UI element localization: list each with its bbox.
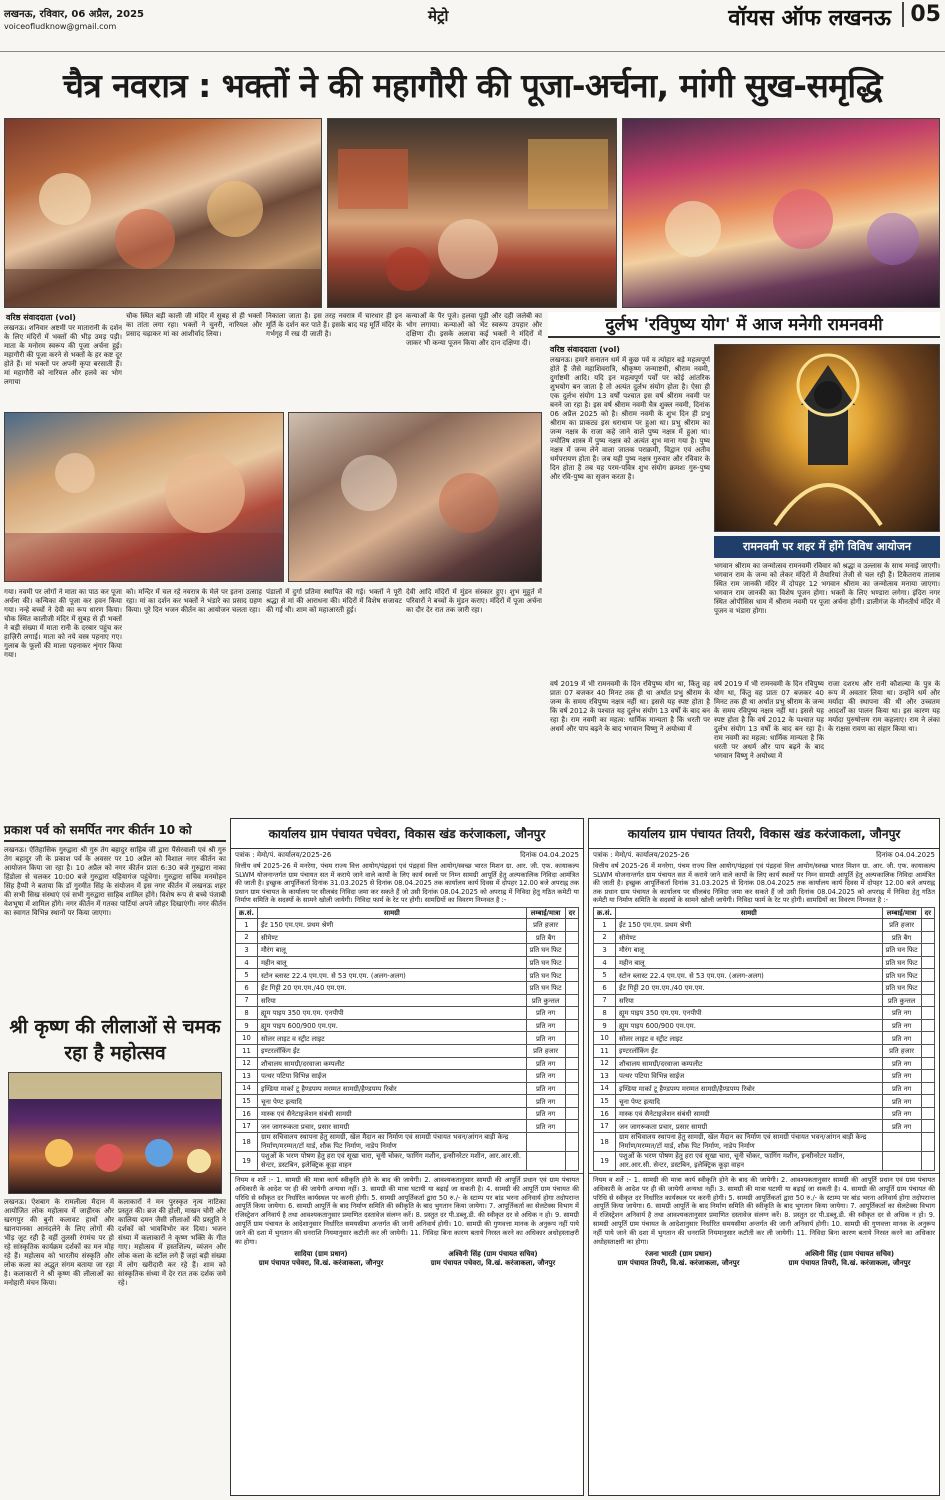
cell-rate xyxy=(565,1152,578,1171)
cell-unit: प्रति नग xyxy=(526,1107,565,1120)
table-row xyxy=(236,956,579,969)
cell-sno: 3 xyxy=(594,944,616,957)
cell-rate xyxy=(921,944,934,957)
ram-col-2: वर्ष 2019 में भी रामनवमी के दिन रविपुष्य योग था, किंतु वह प्रातः 07 बजकर 40 मिनट तक ही था अर्थात प्रभु श्रीराम के जन्म के समय रविपुष्य नक्षत्र नहीं था। इससे यह स्पष्ट होता है कि वर्ष 2012 के पश्चात यह दुर्लभ संयोग 13 वर्षों के बाद बन रहा है। राम नवमी का महत्व: धार्मिक मान्यता है कि धरती पर अधर्म और पाप बढ़ने के बाद भगवान विष्णु ने अयोध्या में xyxy=(714,680,824,760)
cell-rate xyxy=(921,1120,934,1133)
table-row xyxy=(236,969,579,982)
photo-market-crowd xyxy=(327,118,617,308)
cell-item: पशुओं के भरण पोषण हेतु हरा एवं सूखा चारा, चूनी चोकर, फागिंग मशीन, इन्सीनरेटर मशीन, आर.आर.सी. सेन्टर, डस्टबिन, इलेक्ट्रिक कूड़ा वाहन xyxy=(257,1152,526,1171)
lead-col-5: गया। नवमी पर लोगों ने माता का पाठ कर पूजा अर्चना की। कन्यिका की पूजा कर हवन किया गया। नन्हे बच्चों ने देवी का रूप धारण किया। चौक स्थित कालीजी मंदिर में सुबह से ही भक्तों ने बड़ी संख्या में माता रानी के दरबार पहुंच कर हाज़िरी लगाई। माता को नये वस्त्र पहनाए गए। गुलाब के फूलों की माला पहनाकर शृंगार किया गया। xyxy=(4,588,122,659)
lead-byline: वरिष्ठ संवाददाता (vol) xyxy=(6,313,76,322)
table-row xyxy=(236,931,579,944)
cell-rate xyxy=(565,956,578,969)
email: voiceofludknow@gmail.com xyxy=(4,22,117,31)
cell-item: पत्थर पटिया विभिन्न साईज xyxy=(615,1070,882,1083)
cell-unit xyxy=(526,1133,565,1152)
cell-item: ह्यूम पाइप 350 एम.एम. एनपीपी xyxy=(257,1007,526,1020)
cell-item: ईंट 150 एम.एम. प्रथम श्रेणी xyxy=(257,918,526,931)
cell-sno: 16 xyxy=(594,1107,616,1120)
photo-market-art xyxy=(328,119,617,308)
table-row xyxy=(236,994,579,1007)
sig-right-place: ग्राम पंचायत तियरी, वि.खं. करंजाकला, जौनपुर xyxy=(788,1259,911,1268)
cell-unit: प्रति नग xyxy=(882,1095,921,1108)
cell-unit: प्रति नग xyxy=(526,1019,565,1032)
cell-item: ईंट 150 एम.एम. प्रथम श्रेणी xyxy=(615,918,882,931)
cell-sno: 5 xyxy=(236,969,258,982)
sig-left-place: ग्राम पंचायत तियरी, वि.खं. करंजाकला, जौनपुर xyxy=(617,1259,740,1268)
table-row xyxy=(236,944,579,957)
cell-sno: 5 xyxy=(594,969,616,982)
cell-rate xyxy=(921,1007,934,1020)
cell-unit: प्रति नग xyxy=(882,1120,921,1133)
cell-item: सोलर लाइट व स्ट्रीट लाइट xyxy=(615,1032,882,1045)
cell-item: ह्यूम पाइप 350 एम.एम. एनपीपी xyxy=(615,1007,882,1020)
cell-sno: 8 xyxy=(236,1007,258,1020)
photo-krishna-stage xyxy=(8,1072,222,1194)
cell-unit: प्रति नग xyxy=(526,1007,565,1020)
cell-sno: 3 xyxy=(236,944,258,957)
sig-right: अश्विनी सिंह (ग्राम पंचायत सचिव) xyxy=(448,1250,538,1259)
cell-rate xyxy=(565,931,578,944)
cell-sno: 14 xyxy=(594,1082,616,1095)
sig-right: अश्विनी सिंह (ग्राम पंचायत सचिव) xyxy=(804,1250,895,1259)
cell-sno: 11 xyxy=(236,1044,258,1057)
ram-col-extra: वर्ष 2019 में भी रामनवमी के दिन रविपुष्य योग था, किंतु वह प्रातः 07 बजकर 40 मिनट तक ही था अर्थात प्रभु श्रीराम के जन्म के समय रविपुष्य नक्षत्र नहीं था। इससे यह स्पष्ट होता है कि वर्ष 2012 के पश्चात यह दुर्लभ संयोग 13 वर्षों के बाद बन रहा है। राम नवमी का महत्व: धार्मिक मान्यता है कि धरती पर अधर्म और पाप बढ़ने के बाद भगवान विष्णु ने अयोध्या में xyxy=(550,680,710,733)
brand-logo: वॉयस ऑफ लखनऊ xyxy=(728,6,891,31)
table-row xyxy=(594,918,935,931)
table-row xyxy=(236,1044,579,1057)
cell-rate xyxy=(565,1019,578,1032)
cell-sno: 10 xyxy=(594,1032,616,1045)
photo-temple-devotees xyxy=(4,118,322,308)
cell-sno: 4 xyxy=(236,956,258,969)
cell-unit: प्रति घन फिट xyxy=(882,969,921,982)
cell-rate xyxy=(921,1133,934,1152)
krishna-col-1: लखनऊ। ऐशबाग के रामलीला मैदान में आयोजित लोक महोत्सव में जाहीरक और खरगपुर की बुनी कलावट हाथों और खानपानका आनंदलेने के लिए लोगों की भीड़ जुट रही है वहीं तुलसी रंगमंच पर हो रहे सांस्कृतिक कार्यक्रम दर्शकों का मन मोह रहे हैं। महोत्सव को भारतीय संस्कृति और लोक कला का अद्भुत संगम बताया जा रहा है। कलाकारों ने श्री कृष्ण की लीलाओं का मनोहारी मंचन किया। xyxy=(4,1198,114,1287)
cell-unit: प्रति घन फिट xyxy=(526,944,565,957)
notice-date: दिनांक 04.04.2025 xyxy=(520,851,579,859)
materials-table xyxy=(235,907,579,1171)
table-row xyxy=(236,1082,579,1095)
cell-sno: 14 xyxy=(236,1082,258,1095)
cell-unit: प्रति कुन्तल xyxy=(882,994,921,1007)
notice-date: दिनांक 04.04.2025 xyxy=(876,851,935,859)
cell-sno: 7 xyxy=(594,994,616,1007)
cell-rate xyxy=(565,1057,578,1070)
sig-left: रंजना भारती (ग्राम प्रधान) xyxy=(645,1250,712,1259)
photo-havan xyxy=(288,412,542,582)
cell-item: मास्क एवं सैनेटाइजेशन संबंधी सामग्री xyxy=(615,1107,882,1120)
table-row xyxy=(594,994,935,1007)
lead-col-2: चौक स्थित बड़ी काली जी मंदिर में सुबह से ही भक्तों का तांता लगा रहा। भक्तों ने चुनरी, नारियल और प्रसाद चढ़ाकर मां का आशीर्वाद लिया। xyxy=(126,312,262,338)
cell-rate xyxy=(565,1007,578,1020)
cell-sno: 1 xyxy=(594,918,616,931)
cell-item: सीमेण्ट xyxy=(615,931,882,944)
lead-col-1: लखनऊ। शनिवार अष्टमी पर मातारानी के दर्शन के लिए मंदिरों में भक्तों की भीड़ उमड़ पड़ी। माता के मनोरम स्वरूप की पूजा अर्चना हुई। महागौरी की पूजा करने से भक्तों के हर कष्ट दूर होते हैं। मां भक्तों पर अपनी कृपा बरसाती हैं। मां महागौरी को नारियल और हलवे का भोग लगाया xyxy=(4,324,122,386)
cell-rate xyxy=(921,918,934,931)
ram-idol-icon xyxy=(715,345,940,532)
table-row xyxy=(236,918,579,931)
table-row xyxy=(594,1057,935,1070)
cell-sno: 19 xyxy=(236,1152,258,1171)
table-row xyxy=(236,981,579,994)
cell-unit: प्रति नग xyxy=(526,1032,565,1045)
cell-rate xyxy=(921,1082,934,1095)
table-row xyxy=(594,969,935,982)
cell-rate xyxy=(921,969,934,982)
table-row xyxy=(594,944,935,957)
ram-sub-body: भगवान श्रीराम का जन्मोत्सव रामनवमी रविवार को श्रद्धा व उल्लास के साथ मनाई जाएगी। भगवान राम के जन्म को लेकर मंदिरों में तैयारियां तेजी से चल रही हैं। टिकैतराय तालाब स्थित राम जानकी मंदिर में दोपहर 12 भगवान श्रीराम का जन्मोत्सव मनाया जाएगा। भगवान राम जानकी का विशेष पूजन होगा। भक्तों के लिए भण्डारा लगेगा। इंदिरा नगर स्थित ओपीसिस धाम में श्रीराम नवमी पर पूजा अर्चना होगी। डालीगंज के मौनतीर्थ मंदिर में पूजन व भंडारा होगा। xyxy=(714,562,940,615)
cell-unit: प्रति नग xyxy=(526,1120,565,1133)
masthead xyxy=(0,0,945,52)
cell-sno: 9 xyxy=(236,1019,258,1032)
table-row xyxy=(594,1032,935,1045)
cell-sno: 8 xyxy=(594,1007,616,1020)
cell-sno: 18 xyxy=(236,1133,258,1152)
cell-sno: 12 xyxy=(594,1057,616,1070)
cell-item: पशुओं के भरण पोषण हेतु हरा एवं सूखा चारा, चूनी चोकर, फागिंग मशीन, इन्सीनरेटर मशीन, आर.आर.सी. सेन्टर, डस्टबिन, इलेक्ट्रिक कूड़ा वाहन xyxy=(615,1152,882,1171)
cell-sno: 2 xyxy=(594,931,616,944)
lead-col-8: देवी आदि मंदिरों में मुंडन संस्कार हुए। शुभ मुहूर्त में परिवारों ने बच्चों के मुंडन कराए। मंदिरों में पूजा अर्चना का दौर देर रात तक जारी रहा। xyxy=(406,588,542,614)
cell-sno: 10 xyxy=(236,1032,258,1045)
photo-ram-idol xyxy=(714,344,940,532)
cell-unit: प्रति घन फिट xyxy=(526,981,565,994)
cell-rate xyxy=(921,1107,934,1120)
th-rate: दर xyxy=(565,907,578,918)
th-sno: क्र.सं. xyxy=(236,907,258,918)
cell-unit: प्रति घन फिट xyxy=(882,956,921,969)
cell-item: स्टोन ब्लास्ट 22.4 एम.एम. से 53 एम.एम. (अलग-अलग) xyxy=(615,969,882,982)
table-row xyxy=(236,1120,579,1133)
krishna-title: श्री कृष्ण की लीलाओं से चमक रहा है महोत्सव xyxy=(9,1016,221,1064)
cell-unit xyxy=(526,1152,565,1171)
photo-prayer-art xyxy=(623,119,940,308)
cell-unit: प्रति घन फिट xyxy=(882,981,921,994)
cell-item: ग्राम सचिवालय स्थापना हेतु सामग्री, खेल मैदान का निर्माण एवं सामग्री पंचायत भवन/आंगन बाड़ी केन्द्र निर्माण/मरम्मत/टॉ यार्ड, शौक पिट निर्माण, नाडेप निर्माण xyxy=(615,1133,882,1152)
cell-item: इण्डिया मार्का टू हैण्डपम्प मरम्मत सामग्री/हैण्डपम्प रिबोर xyxy=(257,1082,526,1095)
cell-rate xyxy=(921,931,934,944)
ram-body: लखनऊ। हमारे सनातन धर्म में कुछ पर्व व त्योहार बड़े महत्वपूर्ण होते हैं जैसे महाशिवरात्रि, श्रीकृष्ण जन्माष्टमी, श्रीराम नवमी, दुर्गाष्टमी आदि। यदि इन महत्वपूर्ण पर्वों पर कोई आंतरिक शुभयोग बन जाता है तो अत्यंत दुर्लभ संयोग होता है। ऐसा ही एक दुर्लभ संयोग 13 वर्षों पश्चात इस वर्ष श्रीराम नवमी पर बनने जा रहा है। इस वर्ष श्रीराम नवमी चैत्र शुक्ल नवमी, दिनांक 06 अप्रैल 2025 को है। श्रीराम नवमी के शुभ दिन ही प्रभु श्रीराम का प्राकट्य इस धराधाम पर हुआ था। प्रभु श्रीराम का जन्म नक्षत्र के राजा कहे जाने वाले पुष्य नक्षत्र में हुआ था। ज्योतिष शास्त्र में पुष्य नक्षत्र को अत्यंत शुभ माना गया है। पुष्य नक्षत्र में जन्म लेने वाला जातक पराक्रमी, विद्वान एवं अतीव धर्मपरायण होता है। जब यही पुष्य नक्षत्र गुरुवार और रविवार के दिन होता है तब यह परम-पवित्र शुभ संयोग क्रमशः गुरु-पुष्य और रवि-पुष्य का सृजन करता है। xyxy=(550,356,710,481)
cell-item: जन जागरूकता प्रचार, प्रसार सामग्री xyxy=(615,1120,882,1133)
dateline: लखनऊ, रविवार, 06 अप्रैल, 2025 xyxy=(4,9,145,20)
cell-rate xyxy=(565,1032,578,1045)
notice-title: कार्यालय ग्राम पंचायत तियरी, विकास खंड करंजाकला, जौनपुर xyxy=(589,819,939,849)
notice-ref: पत्रांक : मेमो/पं. कार्यालय/2025-26 xyxy=(235,851,332,859)
ram-sub-col-2: राजा दशरथ और रानी कौशल्या के पुत्र के रूप में अवतार लिया था। उन्होंने धर्म और मर्यादा की स्थापना की थी और उच्चतम आदर्शों का पालन किया था। इस कारण यह मर्यादा पुरुषोत्तम राम कहलाए। राम ने लंका के राक्षस रावण का संहार किया था। xyxy=(828,680,940,733)
table-row xyxy=(594,1044,935,1057)
cell-rate xyxy=(921,1044,934,1057)
sig-right-place: ग्राम पंचायत पचेवरा, वि.खं. करंजाकला, जौनपुर xyxy=(430,1259,556,1268)
table-row xyxy=(236,1007,579,1020)
cell-rate xyxy=(565,1107,578,1120)
cell-unit xyxy=(882,1152,921,1171)
cell-rate xyxy=(921,1095,934,1108)
cell-sno: 4 xyxy=(594,956,616,969)
cell-unit: प्रति घन फिट xyxy=(526,956,565,969)
cell-sno: 6 xyxy=(236,981,258,994)
cell-unit: प्रति नग xyxy=(526,1082,565,1095)
cell-rate xyxy=(565,1082,578,1095)
tender-notice-tiyari xyxy=(588,818,940,1496)
cell-item: ह्यूम पाइप 600/900 एम.एम. xyxy=(615,1019,882,1032)
cell-rate xyxy=(565,918,578,931)
kirtan-title: प्रकाश पर्व को समर्पित नगर कीर्तन 10 को xyxy=(4,818,226,842)
cell-sno: 18 xyxy=(594,1133,616,1152)
cell-unit: प्रति बैग xyxy=(882,931,921,944)
cell-item: मास्क एवं सैनेटाइजेशन संबंधी सामग्री xyxy=(257,1107,526,1120)
materials-table xyxy=(593,907,935,1171)
cell-unit: प्रति हजार xyxy=(882,918,921,931)
th-item: सामग्री xyxy=(257,907,526,918)
lead-col-3: निकाला जाता है। इस तरह नवरात्र में चारधार ही इन मूर्ति के दर्शन कर पाते हैं। इसके बाद यह मूर्ति मंदिर के गर्भगृह में रख दी जाती है। xyxy=(266,312,402,338)
cell-rate xyxy=(921,994,934,1007)
cell-item: इण्टरलॉकिंग ईंट xyxy=(615,1044,882,1057)
cell-rate xyxy=(565,1133,578,1152)
cell-sno: 16 xyxy=(236,1107,258,1120)
cell-rate xyxy=(921,1032,934,1045)
krishna-col-2: कलाकारों ने मन पुरस्कृत नृत्य नाटिका प्रस्तुत की। ब्रज की होली, माखन चोरी और कालिया दमन जैसी लीलाओं की प्रस्तुति ने दर्शकों को भावविभोर कर दिया। भजन संध्या में कलाकारों ने कृष्ण भक्ति के गीत गाए। महोत्सव में हस्तशिल्प, व्यंजन और लोक कला के स्टॉल लगे हैं जहां बड़ी संख्या में लोग खरीदारी कर रहे हैं। शाम को सांस्कृतिक संध्या में देर रात तक दर्शक जमे रहे। xyxy=(118,1198,226,1287)
cell-rate xyxy=(921,1057,934,1070)
photo-kanya-pujan xyxy=(4,412,284,582)
table-row xyxy=(236,1032,579,1045)
th-item: सामग्री xyxy=(615,907,882,918)
lead-col-7: पंडालों में दुर्गा प्रतिमा स्थापित की गई। भक्तों ने पूरी श्रद्धा से मां की आराधना की। मंदिरों में विशेष सजावट की गई थी। शाम को महाआरती हुई। xyxy=(266,588,402,614)
photo-havan-art xyxy=(289,413,542,582)
cell-item: सोलर लाइट व स्ट्रीट लाइट xyxy=(257,1032,526,1045)
table-row xyxy=(594,931,935,944)
th-unit: लम्बाई/मात्रा xyxy=(882,907,921,918)
cell-unit: प्रति घन फिट xyxy=(526,969,565,982)
cell-sno: 19 xyxy=(594,1152,616,1171)
materials-rows xyxy=(236,918,579,1170)
notice-terms: नियम व शर्ते :- 1. सामग्री की मात्रा कार्य स्वीकृति होने के बाद की जायेगी। 2. आवश्यकतानुसार सामग्री की आपूर्ति प्रधान एवं ग्राम पंचायत अधिकारी के आदेश पर ही की जायेगी अन्यथा नहीं। 3. सामग्री की मात्रा घटायी या बढ़ाई जा सकती है। 4. सामग्री की आपूर्ति ग्राम पंचायत की परिधि से स्वीकृत दर निर्धारित कार्यस्थल पर करनी होगी। 5. सामग्री आपूर्तिकर्ता द्वारा 50 रु./- के स्टाम्प पर बांड भरना अनिवार्य होगा तदोपरान्त आपूर्ति किया जायेगा। 6. सामग्री आपूर्ति के बाद निर्माण समिति की स्वीकृति के बाद भुगतान किया जायेगा। 7. आपूर्तिकर्ता का सेलटेक्स विभाग में रजिस्ट्रेशन अनिवार्य है तथा आवश्यकतानुसार प्रमाणित दस्तावेज संलग्न करें। 8. प्रस्तुत दर पी.डब्लू.डी. की स्वीकृत दर से अधिक न हो। 9. सामग्री आपूर्ति ग्राम पंचायत के आदेशानुसार निर्धारित समयसीमा अन्तर्गत की जानी अनिवार्य होगी। 10. सामग्री की गुणवत्ता मानक के अनुरूप नहीं पाये जाने की दशा में भुगतान की धनराशि नियमानुसार कटौती कर ली जायेगी। 11. निविदा बिना कारण बताये निरस्त करने का अधिकार अधोहस्ताक्षरी का होगा। xyxy=(589,1173,939,1248)
cell-unit: प्रति नग xyxy=(526,1070,565,1083)
lead-col-4: कन्याओं के पैर पूजे। हलवा पूड़ी और दही जलेबी का भोग लगाया। कन्याओं को भेंट स्वरूप उपहार और दक्षिणा दी। इसके अलावा कई भक्तों ने मंदिरों में जाकर भी कन्या पूजन किया और दान दक्षिणा दी। xyxy=(406,312,542,347)
lead-headline: चैत्र नवरात्र : भक्तों ने की महागौरी की पूजा-अर्चना, मांगी सुख-समृद्धि xyxy=(63,66,882,105)
th-sno: क्र.सं. xyxy=(594,907,616,918)
cell-rate xyxy=(565,1044,578,1057)
cell-sno: 17 xyxy=(236,1120,258,1133)
cell-item: चूना पेण्ट इत्यादि xyxy=(615,1095,882,1108)
cell-sno: 2 xyxy=(236,931,258,944)
table-row xyxy=(594,1133,935,1152)
cell-sno: 9 xyxy=(594,1019,616,1032)
cell-unit: प्रति हजार xyxy=(882,1044,921,1057)
ram-byline: वरिष्ठ संवाददाता (vol) xyxy=(550,345,620,354)
cell-rate xyxy=(565,944,578,957)
cell-unit: प्रति हजार xyxy=(526,918,565,931)
cell-item: ईंट गिट्टी 20 एम.एम./40 एम.एम. xyxy=(615,981,882,994)
cell-sno: 11 xyxy=(594,1044,616,1057)
cell-sno: 6 xyxy=(594,981,616,994)
kirtan-body: लखनऊ। ऐतिहासिक गुरुद्वारा श्री गुरु तेग बहादुर साहिब जी द्वारा पैंसेरवाली एवं श्री गुरु तेग बहादुर जी के प्रकाश पर्व के अवसर पर 10 अप्रैल को विशाल नगर कीर्तन का आयोजन किया जा रहा है। 10 अप्रैल को नगर कीर्तन प्रातः 6:30 बजे गुरुद्वारा नाका हिंडोला से चलकर 10:00 बजे गुरुद्वारा यहियागंज पहुंचेगा। गुरुद्वारा सचिव मनमोहन सिंह हैप्पी ने बताया कि डॉ गुरमीत सिंह के संयोजन में इस नगर कीर्तन में लखनऊ शहर की सभी सिख संस्थाएं एवं सभी गुरुद्वारा साहिब शामिल होंगे। विशेष रूप से बच्चे पंजाबी वेशभूषा में शामिल होंगे। नगर कीर्तन में गतका पार्टियां अपने जौहर दिखाएंगी। नगर कीर्तन का स्वागत विभिन्न स्थानों पर किया जाएगा। xyxy=(4,846,226,917)
table-row xyxy=(594,1152,935,1171)
table-row xyxy=(594,1007,935,1020)
ram-subtitle: रामनवमी पर शहर में होंगे विविध आयोजन xyxy=(714,536,940,558)
sig-left-place: ग्राम पंचायत पचेवरा, वि.खं. करंजाकला, जौनपुर xyxy=(258,1259,384,1268)
cell-sno: 17 xyxy=(594,1120,616,1133)
sig-left: सादिया (ग्राम प्रधान) xyxy=(294,1250,348,1259)
cell-rate xyxy=(565,1070,578,1083)
photo-kanya-art xyxy=(5,413,284,582)
cell-item: सीमेण्ट xyxy=(257,931,526,944)
cell-item: जन जागरूकता प्रचार, प्रसार सामग्री xyxy=(257,1120,526,1133)
cell-item: मौरंग बालू xyxy=(615,944,882,957)
cell-rate xyxy=(565,994,578,1007)
cell-rate xyxy=(921,1070,934,1083)
th-rate: दर xyxy=(921,907,934,918)
cell-unit: प्रति नग xyxy=(526,1095,565,1108)
notice-intro: वित्तीय वर्ष 2025-26 में मनरेगा, पंचम राज्य वित्त आयोग/पंद्रहवां एवं पंद्रहवां वित्त आयोग/स्वच्छ भारत मिशन ग्रा. आर. जी. एफ. कायाकल्प SLWM योजनान्तर्गत ग्राम पंचायत सत में कराये जाने वाले कार्यों के लिए कार्य स्थलों पर निम्न सामग्री आपूर्ति हेतु अल्पकालिक निविदा आमंत्रित की जाती है। इच्छुक आपूर्तिकर्ता दिनांक 31.03.2025 से दिनांक 08.04.2025 तक कार्यालय कार्य दिवस में दोपहर 12.00 बजे अपराह्न तक प्रधान ग्राम पंचायत के कार्यालय पर सीलबंद निविदा जमा कर सकते हैं जो उसी दिनांक 08.04.2025 को अपराह्न में निविदा हेतु गठित कमेटी या निर्माण समिति के सदस्यों के सामने खोली जायेगी। निविदा फार्म के रेट पर होगी। सामग्रियों का विवरण निम्नवत है :- xyxy=(235,862,579,905)
table-row xyxy=(236,1152,579,1171)
cell-item: ईंट गिट्टी 20 एम.एम./40 एम.एम. xyxy=(257,981,526,994)
notice-terms: नियम व शर्ते :- 1. सामग्री की मात्रा कार्य स्वीकृति होने के बाद की जायेगी। 2. आवश्यकतानुसार सामग्री की आपूर्ति प्रधान एवं ग्राम पंचायत अधिकारी के आदेश पर ही की जायेगी अन्यथा नहीं। 3. सामग्री की मात्रा घटायी या बढ़ाई जा सकती है। 4. सामग्री की आपूर्ति ग्राम पंचायत की परिधि से स्वीकृत दर निर्धारित कार्यस्थल पर करनी होगी। 5. सामग्री आपूर्तिकर्ता द्वारा 50 रु./- के स्टाम्प पर बांड भरना अनिवार्य होगा तदोपरान्त आपूर्ति किया जायेगा। 6. सामग्री आपूर्ति के बाद निर्माण समिति की स्वीकृति के बाद भुगतान किया जायेगा। 7. आपूर्तिकर्ता का सेलटेक्स विभाग में रजिस्ट्रेशन अनिवार्य है तथा आवश्यकतानुसार प्रमाणित दस्तावेज संलग्न करें। 8. प्रस्तुत दर पी.डब्लू.डी. की स्वीकृत दर से अधिक न हो। 9. सामग्री आपूर्ति ग्राम पंचायत के आदेशानुसार निर्धारित समयसीमा अन्तर्गत की जानी अनिवार्य होगी। 10. सामग्री की गुणवत्ता मानक के अनुरूप नहीं पाये जाने की दशा में भुगतान की धनराशि नियमानुसार कटौती कर ली जायेगी। 11. निविदा बिना कारण बताये निरस्त करने का अधिकार अधोहस्ताक्षरी का होगा। xyxy=(231,1173,583,1248)
lead-col-6: को। मन्दिर में चल रहे नवरात्र के मेले पर इतना उत्साह रहा। मां का दर्शन कर भक्तों ने भंडारे का प्रसाद ग्रहण किया। पूरे दिन भजन कीर्तन का आयोजन चलता रहा। xyxy=(126,588,262,614)
cell-unit: प्रति हजार xyxy=(526,1044,565,1057)
th-unit: लम्बाई/मात्रा xyxy=(526,907,565,918)
table-row xyxy=(594,1019,935,1032)
cell-rate xyxy=(565,981,578,994)
krishna-stage-icon xyxy=(9,1073,222,1194)
ram-title-bar xyxy=(548,312,940,338)
cell-item: पत्थर पटिया विभिन्न साईज xyxy=(257,1070,526,1083)
table-row xyxy=(236,1095,579,1108)
tender-notice-pachevra xyxy=(230,818,584,1496)
page-number: 05 xyxy=(902,2,941,27)
cell-sno: 12 xyxy=(236,1057,258,1070)
table-row xyxy=(594,1095,935,1108)
materials-rows xyxy=(594,918,935,1170)
cell-unit: प्रति नग xyxy=(882,1070,921,1083)
cell-item: सरिया xyxy=(257,994,526,1007)
cell-rate xyxy=(921,1152,934,1171)
cell-sno: 15 xyxy=(236,1095,258,1108)
table-row xyxy=(594,1107,935,1120)
cell-sno: 13 xyxy=(236,1070,258,1083)
cell-item: इण्टरलॉकिंग ईंट xyxy=(257,1044,526,1057)
cell-unit: प्रति नग xyxy=(526,1057,565,1070)
cell-unit: प्रति नग xyxy=(882,1082,921,1095)
cell-unit: प्रति नग xyxy=(882,1057,921,1070)
cell-item: स्टोन ब्लास्ट 22.4 एम.एम. से 53 एम.एम. (अलग-अलग) xyxy=(257,969,526,982)
table-row xyxy=(594,1120,935,1133)
cell-rate xyxy=(921,956,934,969)
cell-rate xyxy=(565,969,578,982)
table-row xyxy=(236,1133,579,1152)
cell-unit: प्रति नग xyxy=(882,1107,921,1120)
cell-item: ह्यूम पाइप 600/900 एम.एम. xyxy=(257,1019,526,1032)
section-name: मेट्रो xyxy=(428,7,449,25)
cell-unit: प्रति नग xyxy=(882,1007,921,1020)
table-row xyxy=(236,1070,579,1083)
cell-sno: 7 xyxy=(236,994,258,1007)
cell-unit: प्रति नग xyxy=(882,1019,921,1032)
cell-item: चूना पेण्ट इत्यादि xyxy=(257,1095,526,1108)
cell-item: मौरंग बालू xyxy=(257,944,526,957)
notice-title: कार्यालय ग्राम पंचायत पचेवरा, विकास खंड करंजाकला, जौनपुर xyxy=(231,819,583,849)
cell-unit: प्रति बैग xyxy=(526,931,565,944)
photo-devotees-art xyxy=(5,119,322,308)
ram-title: दुर्लभ 'रविपुष्य योग' में आज मनेगी रामनवमी xyxy=(605,315,883,335)
cell-unit: प्रति कुन्तल xyxy=(526,994,565,1007)
notice-intro: वित्तीय वर्ष 2025-26 में मनरेगा, पंचम राज्य वित्त आयोग/पंद्रहवां एवं पंद्रहवां वित्त आयोग/स्वच्छ भारत मिशन ग्रा. आर. जी. एफ. कायाकल्प SLWM योजनान्तर्गत ग्राम पंचायत सत में कराये जाने वाले कार्यों के लिए कार्य स्थलों पर निम्न सामग्री आपूर्ति हेतु अल्पकालिक निविदा आमंत्रित की जाती है। इच्छुक आपूर्तिकर्ता दिनांक 31.03.2025 से दिनांक 08.04.2025 तक कार्यालय कार्य दिवस में दोपहर 12.00 बजे अपराह्न तक प्रधान ग्राम पंचायत के कार्यालय पर सीलबंद निविदा जमा कर सकते हैं जो उसी दिनांक 08.04.2025 को अपराह्न में निविदा हेतु गठित कमेटी या निर्माण समिति के सदस्यों के सामने खोली जायेगी। निविदा फार्म के रेट पर होगी। सामग्रियों का विवरण निम्नवत है :- xyxy=(593,862,935,905)
cell-item: सरिया xyxy=(615,994,882,1007)
cell-rate xyxy=(565,1095,578,1108)
cell-sno: 13 xyxy=(594,1070,616,1083)
cell-item: महीन बालू xyxy=(615,956,882,969)
cell-unit: प्रति नग xyxy=(882,1032,921,1045)
table-row xyxy=(594,1070,935,1083)
photo-temple-prayer xyxy=(622,118,940,308)
cell-item: शौचालय सामग्री/दरवाजा कम्पलीट xyxy=(257,1057,526,1070)
cell-rate xyxy=(921,1019,934,1032)
table-row xyxy=(594,956,935,969)
cell-sno: 15 xyxy=(594,1095,616,1108)
cell-unit: प्रति घन फिट xyxy=(882,944,921,957)
cell-item: शौचालय सामग्री/दरवाजा कम्पलीट xyxy=(615,1057,882,1070)
cell-item: महीन बालू xyxy=(257,956,526,969)
table-row xyxy=(236,1107,579,1120)
notice-ref: पत्रांक : मेमो/पं. कार्यालय/2025-26 xyxy=(593,851,690,859)
cell-rate xyxy=(921,981,934,994)
table-row xyxy=(594,1082,935,1095)
cell-sno: 1 xyxy=(236,918,258,931)
cell-unit xyxy=(882,1133,921,1152)
table-row xyxy=(594,981,935,994)
cell-item: ग्राम सचिवालय स्थापना हेतु सामग्री, खेल मैदान का निर्माण एवं सामग्री पंचायत भवन/आंगन बाड़ी केन्द्र निर्माण/मरम्मत/टॉ यार्ड, शौक पिट निर्माण, नाडेप निर्माण xyxy=(257,1133,526,1152)
cell-item: इण्डिया मार्का टू हैण्डपम्प मरम्मत सामग्री/हैण्डपम्प रिबोर xyxy=(615,1082,882,1095)
cell-rate xyxy=(565,1120,578,1133)
table-row xyxy=(236,1057,579,1070)
table-row xyxy=(236,1019,579,1032)
